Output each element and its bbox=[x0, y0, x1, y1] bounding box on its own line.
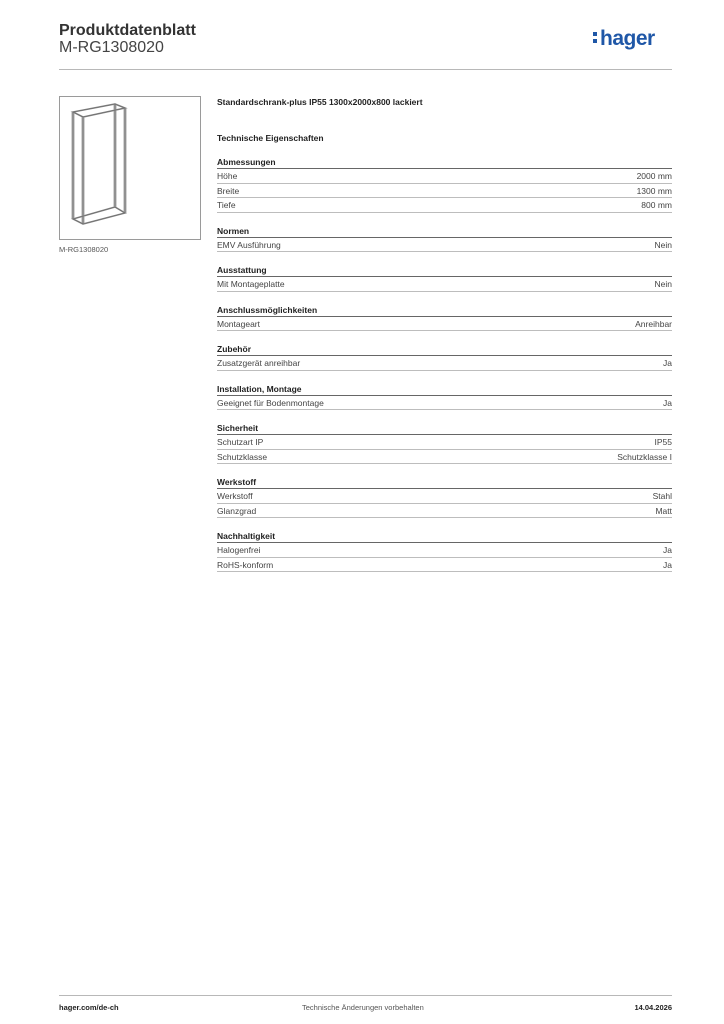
property-group bbox=[217, 156, 672, 213]
footer-notice: Technische Änderungen vorbehalten bbox=[302, 1003, 424, 1012]
property-value: Nein bbox=[654, 239, 672, 250]
property-row bbox=[217, 396, 672, 411]
group-title: Ausstattung bbox=[217, 264, 672, 277]
page-header bbox=[59, 20, 672, 70]
hager-logo-text: hager bbox=[600, 27, 655, 50]
property-label: Zusatzgerät anreihbar bbox=[217, 358, 301, 368]
property-label: Geeignet für Bodenmontage bbox=[217, 397, 324, 408]
property-value: Anreihbar bbox=[635, 318, 672, 329]
property-value: Ja bbox=[663, 545, 672, 555]
property-label: EMV Ausführung bbox=[217, 239, 281, 250]
property-value: Schutzklasse I bbox=[617, 451, 672, 462]
cabinet-frame-icon bbox=[60, 97, 202, 241]
property-label: Höhe bbox=[217, 171, 238, 181]
property-row bbox=[217, 435, 672, 450]
property-value: Ja bbox=[663, 358, 672, 368]
property-value: IP55 bbox=[654, 437, 672, 447]
property-label: Tiefe bbox=[217, 200, 236, 210]
property-row bbox=[217, 277, 672, 292]
property-label: RoHS-konform bbox=[217, 559, 274, 570]
property-label: Breite bbox=[217, 185, 240, 196]
property-group bbox=[217, 304, 672, 332]
property-group bbox=[217, 530, 672, 572]
property-label: Werkstoff bbox=[217, 491, 253, 501]
image-caption: M-RG1308020 bbox=[59, 245, 109, 254]
property-group bbox=[217, 264, 672, 292]
property-value: 1300 mm bbox=[636, 185, 672, 196]
technical-properties-title: Technische Eigenschaften bbox=[217, 133, 324, 143]
property-group bbox=[217, 383, 672, 411]
property-value: Stahl bbox=[652, 491, 672, 501]
group-title: Installation, Montage bbox=[217, 383, 672, 396]
page-footer bbox=[59, 995, 672, 1017]
property-value: Ja bbox=[663, 559, 672, 570]
property-value: Nein bbox=[654, 279, 672, 289]
footer-date: 14.04.2026 bbox=[634, 1003, 672, 1012]
property-label: Mit Montageplatte bbox=[217, 279, 285, 289]
property-row bbox=[217, 198, 672, 213]
footer-website: hager.com/de-ch bbox=[59, 1003, 119, 1012]
group-title: Zubehör bbox=[217, 343, 672, 356]
product-code: M-RG1308020 bbox=[59, 39, 164, 56]
property-label: Schutzart IP bbox=[217, 437, 264, 447]
property-row bbox=[217, 317, 672, 332]
hager-logo bbox=[592, 26, 672, 52]
property-row bbox=[217, 450, 672, 465]
property-row bbox=[217, 558, 672, 573]
property-group bbox=[217, 225, 672, 253]
property-group bbox=[217, 422, 672, 464]
property-value: Ja bbox=[663, 397, 672, 408]
product-image bbox=[59, 96, 201, 240]
property-row bbox=[217, 489, 672, 504]
document-title: Produktdatenblatt bbox=[59, 22, 196, 39]
group-title: Anschlussmöglichkeiten bbox=[217, 304, 672, 317]
property-label: Montageart bbox=[217, 318, 260, 329]
property-row bbox=[217, 356, 672, 371]
property-group bbox=[217, 476, 672, 518]
product-title: Standardschrank-plus IP55 1300x2000x800 lackiert bbox=[217, 97, 423, 107]
property-row bbox=[217, 184, 672, 199]
properties-section bbox=[217, 96, 672, 572]
property-value: 800 mm bbox=[641, 200, 672, 210]
property-label: Halogenfrei bbox=[217, 545, 261, 555]
property-row bbox=[217, 543, 672, 558]
property-value: Matt bbox=[655, 505, 672, 516]
property-label: Schutzklasse bbox=[217, 451, 268, 462]
group-title: Abmessungen bbox=[217, 156, 672, 169]
property-group bbox=[217, 343, 672, 371]
group-title: Normen bbox=[217, 225, 672, 238]
property-label: Glanzgrad bbox=[217, 505, 257, 516]
group-title: Nachhaltigkeit bbox=[217, 530, 672, 543]
group-title: Sicherheit bbox=[217, 422, 672, 435]
group-title: Werkstoff bbox=[217, 476, 672, 489]
property-row bbox=[217, 169, 672, 184]
property-row bbox=[217, 238, 672, 253]
property-groups bbox=[217, 156, 672, 572]
property-value: 2000 mm bbox=[636, 171, 672, 181]
property-row bbox=[217, 504, 672, 519]
